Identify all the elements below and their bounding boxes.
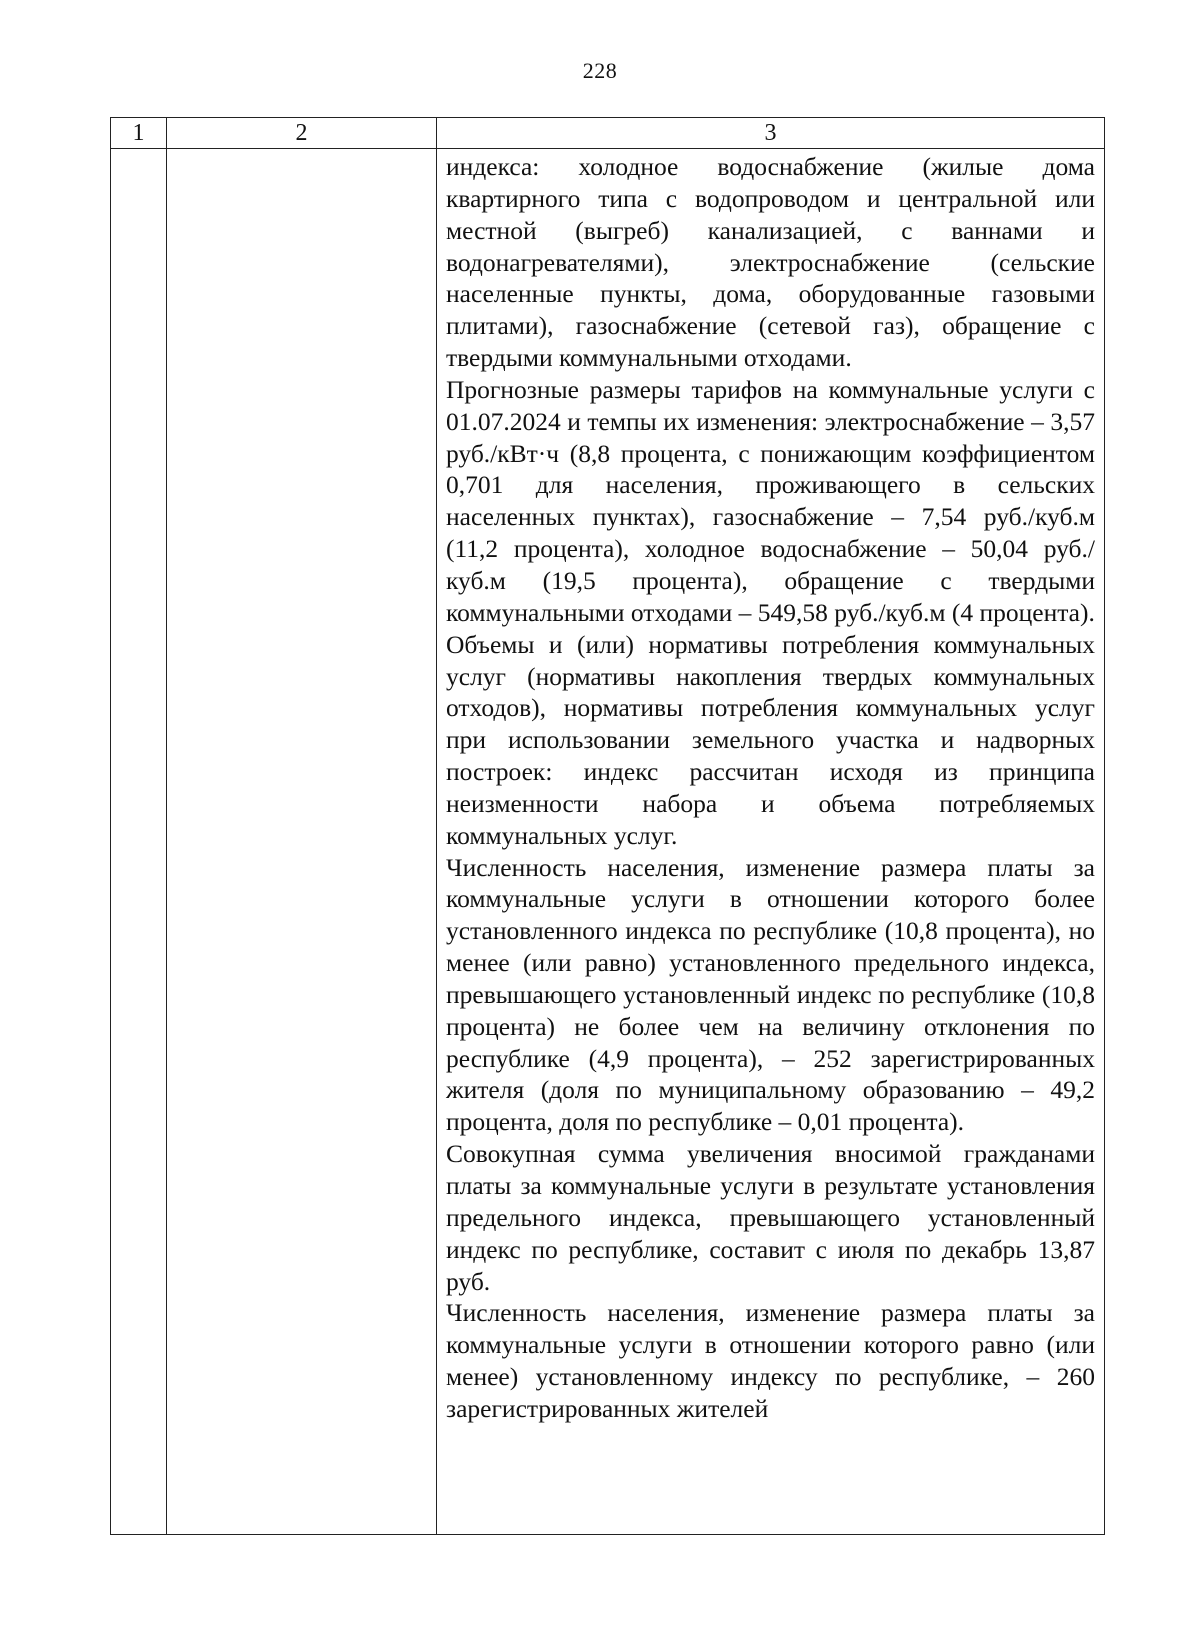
column-header-3: 3 [437, 118, 1105, 149]
table-cell-col3 [437, 149, 1105, 1535]
paragraph-population-below-index: Численность населения, изменение размера платы за коммунальные услуги в отношении которого равно (или менее) установленному индексу по республике, – 260 зарегистрированных жителей [446, 1298, 1095, 1423]
table-header-row [111, 118, 1105, 149]
document-table [110, 117, 1105, 1535]
paragraph-tariff-forecast: Прогнозные размеры тарифов на коммунальные услуги с 01.07.2024 и темпы их изменения: электроснабжение – 3,57 руб./кВт·ч (8,8 процента, с понижающим коэффициентом 0,701 для населения, проживающего в сельских населенных пунктах), газоснабжение – 7,54 руб./куб.м (11,2 процента), холодное водоснабжение – 50,04 руб./куб.м (19,5 процента), обращение с твердыми коммунальными отходами – 549,58 руб./куб.м (4 процента). [446, 374, 1095, 627]
paragraph-total-increase: Совокупная сумма увеличения вносимой гражданами платы за коммунальные услуги в результате установления предельного индекса, превышающего установленный индекс по республике, составит с июля по декабрь 13,87 руб. [446, 1139, 1095, 1296]
table-row [111, 149, 1105, 1535]
paragraph-population-above-index: Численность населения, изменение размера платы за коммунальные услуги в отношении которого более установленного индекса по республике (10,8 процента), но менее (или равно) установленного предельного индекса, превышающего установленный индекс по республике (10,8 процента) не более чем на величину отклонения по республике (4,9 процента), – 252 зарегистрированных жителя (доля по муниципальному образованию – 49,2 процента, доля по республике – 0,01 процента). [446, 852, 1095, 1137]
paragraph-indices-list: индекса: холодное водоснабжение (жилые дома квартирного типа с водопроводом и центральной или местной (выгреб) канализацией, с ваннами и водонагревателями), электроснабжение (сельские населенные пункты, дома, оборудованные газовыми плитами), газоснабжение (сетевой газ), обращение с твердыми коммунальными отходами. [446, 152, 1095, 373]
paragraph-consumption-norms: Объемы и (или) нормативы потребления коммунальных услуг (нормативы накопления твердых коммунальных отходов), нормативы потребления коммунальных услуг при использовании земельного участка и надворных построек: индекс рассчитан исходя из принципа неизменности набора и объема потребляемых коммунальных услуг. [446, 629, 1095, 850]
table-cell-col1 [111, 149, 167, 1535]
column-header-2: 2 [167, 118, 437, 149]
table-cell-col2 [167, 149, 437, 1535]
page-number: 228 [582, 58, 618, 83]
column-header-1: 1 [111, 118, 167, 149]
